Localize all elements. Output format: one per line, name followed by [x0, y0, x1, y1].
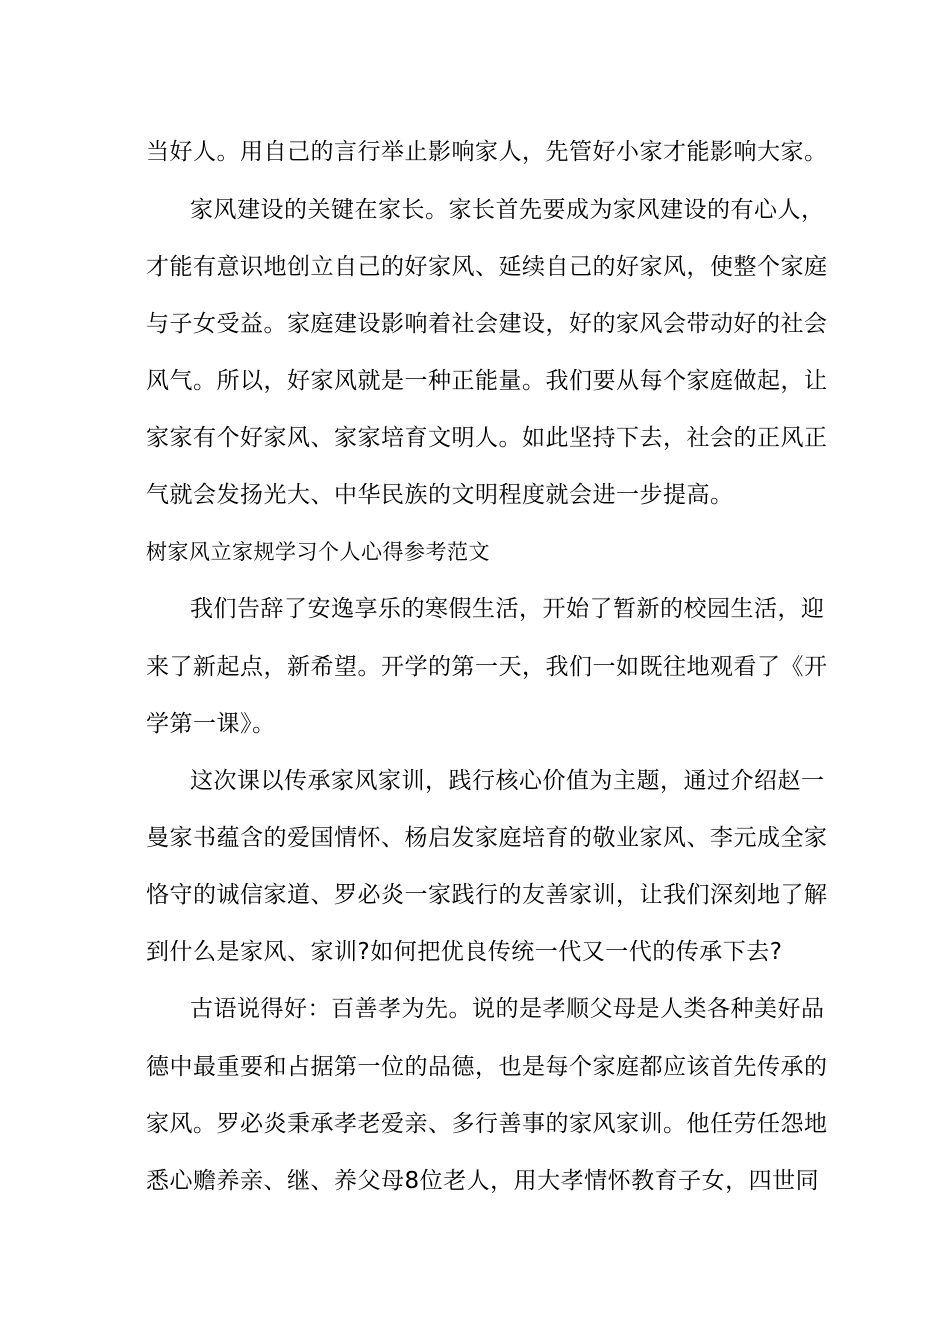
paragraph-start-line: 古语说得好：百善孝为先。说的是孝顺父母是人类各种美好品 [190, 996, 825, 1022]
section-heading: 树家风立家规学习个人心得参考范文 [146, 540, 490, 564]
text-line: 到什么是家风、家训?如何把优良传统一代又一代的传承下去? [146, 939, 783, 965]
text-line: 家家有个好家风、家家培育文明人。如此坚持下去，社会的正风正 [146, 425, 828, 451]
paragraph-start-line: 这次课以传承家风家训，践行核心价值为主题，通过介绍赵一 [190, 768, 825, 794]
text-line: 德中最重要和占据第一位的品德，也是每个家庭都应该首先传承的 [146, 1054, 828, 1080]
text-line: 当好人。用自己的言行举止影响家人，先管好小家才能影响大家。 [146, 139, 828, 165]
text-line: 来了新起点，新希望。开学的第一天，我们一如既往地观看了《开 [146, 654, 828, 680]
text-line: 悉心赡养亲、继、养父母8位老人，用大孝情怀教育子女，四世同 [146, 1168, 820, 1194]
text-line: 学第一课》。 [146, 711, 276, 737]
text-line: 曼家书蕴含的爱国情怀、杨启发家庭培育的敬业家风、李元成全家 [146, 825, 828, 851]
paragraph-start-line: 家风建设的关键在家长。家长首先要成为家风建设的有心人， [190, 197, 825, 223]
text-line: 恪守的诚信家道、罗必炎一家践行的友善家训，让我们深刻地了解 [146, 882, 828, 908]
text-line: 与子女受益。家庭建设影响着社会建设，好的家风会带动好的社会 [146, 311, 828, 337]
text-line: 气就会发扬光大、中华民族的文明程度就会进一步提高。 [146, 482, 734, 508]
text-line: 才能有意识地创立自己的好家风、延续自己的好家风，使整个家庭 [146, 254, 828, 280]
paragraph-start-line: 我们告辞了安逸享乐的寒假生活，开始了暂新的校园生活，迎 [190, 596, 825, 622]
text-line: 风气。所以，好家风就是一种正能量。我们要从每个家庭做起，让 [146, 368, 828, 394]
text-line: 家风。罗必炎秉承孝老爱亲、多行善事的家风家训。他任劳任怨地 [146, 1111, 828, 1137]
